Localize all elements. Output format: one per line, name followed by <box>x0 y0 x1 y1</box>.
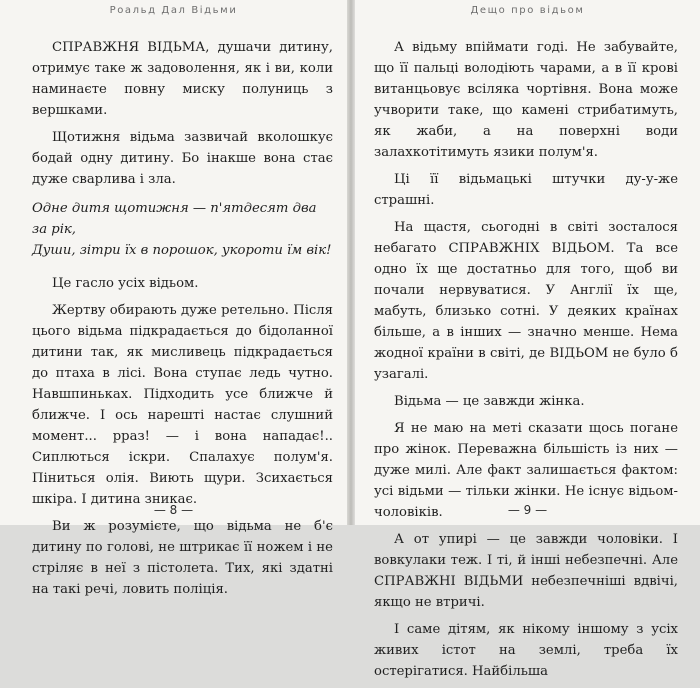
verse <box>32 198 333 261</box>
paragraph: І саме дітям, як нікому іншому з усіх живих істот на землі, треба їх остерігатися. Найбільша <box>374 622 678 679</box>
verse-line: Души, зітри їх в порошок, укороти їм вік! <box>32 243 332 258</box>
paragraph: СПРАВЖНЯ ВІДЬМА, душачи дитину, отримує таке ж задоволення, як і ви, коли наминаєте повну миску полуниць з вершками. <box>32 40 333 118</box>
left-page <box>0 0 347 597</box>
page-number-right: — 9 — <box>507 503 548 517</box>
paragraph: А відьму впіймати годі. Не забувайте, що її пальці володіють чарами, а в її крові витанцьовує всіляка чортівня. Вона може учворити таке, що камені стрибатимуть, як жаби, а на поверхні води залахкотітимуть язики полум'я. <box>374 40 678 160</box>
paragraph: Ви ж розумієте, що відьма не б'є дитину по голові, не штрикає її ножем і не стріляє в неї з пістолета. Тих, які здатні на такі речі, ловить поліція. <box>32 519 333 597</box>
paragraph: Це гасло усіх відьом. <box>52 276 199 291</box>
paragraph: Щотижня відьма зазвичай вколошкує бодай одну дитину. Бо інакше вона стає дуже сварлива і зла. <box>32 130 333 187</box>
right-page <box>355 0 700 679</box>
book-gutter <box>347 0 355 525</box>
paragraph: На щастя, сьогодні в світі зосталося небагато СПРАВЖНІХ ВІДЬОМ. Та все одно їх ще достатньо для того, щоб ви почали нервуватися. У Англії їх ще, мабуть, близько сотні. У деяких країнах більше, а в інших — значно менше. Нема жодної країни в світі, де ВІДЬОМ не було б узагалі. <box>374 220 678 382</box>
running-header-left: Роальд Дал Відьми <box>109 5 238 16</box>
verse-line: Одне дитя щотижня — п'ятдесят два за рік, <box>32 201 317 237</box>
paragraph: Відьма — це завжди жінка. <box>394 394 585 409</box>
paragraph: А от упирі — це завжди чоловіки. І вовкулаки теж. І ті, й інші небезпечні. Але СПРАВЖНІ ВІДЬМИ небезпечніші вдвічі, якщо не втричі. <box>374 532 678 610</box>
right-page-text <box>374 37 678 688</box>
paragraph: Я не маю на меті сказати щось погане про жінок. Переважна більшість із них — дуже милі. Але факт залишається фактом: усі відьми — тільки жінки. Не існує відьом-чоловіків. <box>374 421 678 520</box>
page-number-left: — 8 — <box>153 503 194 517</box>
running-header-right: Дещо про відьом <box>470 5 585 16</box>
paragraph: Жертву обирають дуже ретельно. Після цього відьма підкрадається до бідоланної дитини так, як мисливець підкрадається до птаха в лісі. Вона ступає ледь чутно. Навшпиньках. Підходить усе ближче й ближче. І ось нарешті настає слушний момент... рраз! — і вона нападає!.. Сиплються іскри. Спалахує полум'я. Піниться олія. Виють щури. Зсихається шкіра. І дитина зникає. <box>32 303 333 507</box>
paragraph: Ці її відьмацькі штучки ду-у-же страшні. <box>374 172 678 208</box>
left-page-text <box>32 37 333 606</box>
